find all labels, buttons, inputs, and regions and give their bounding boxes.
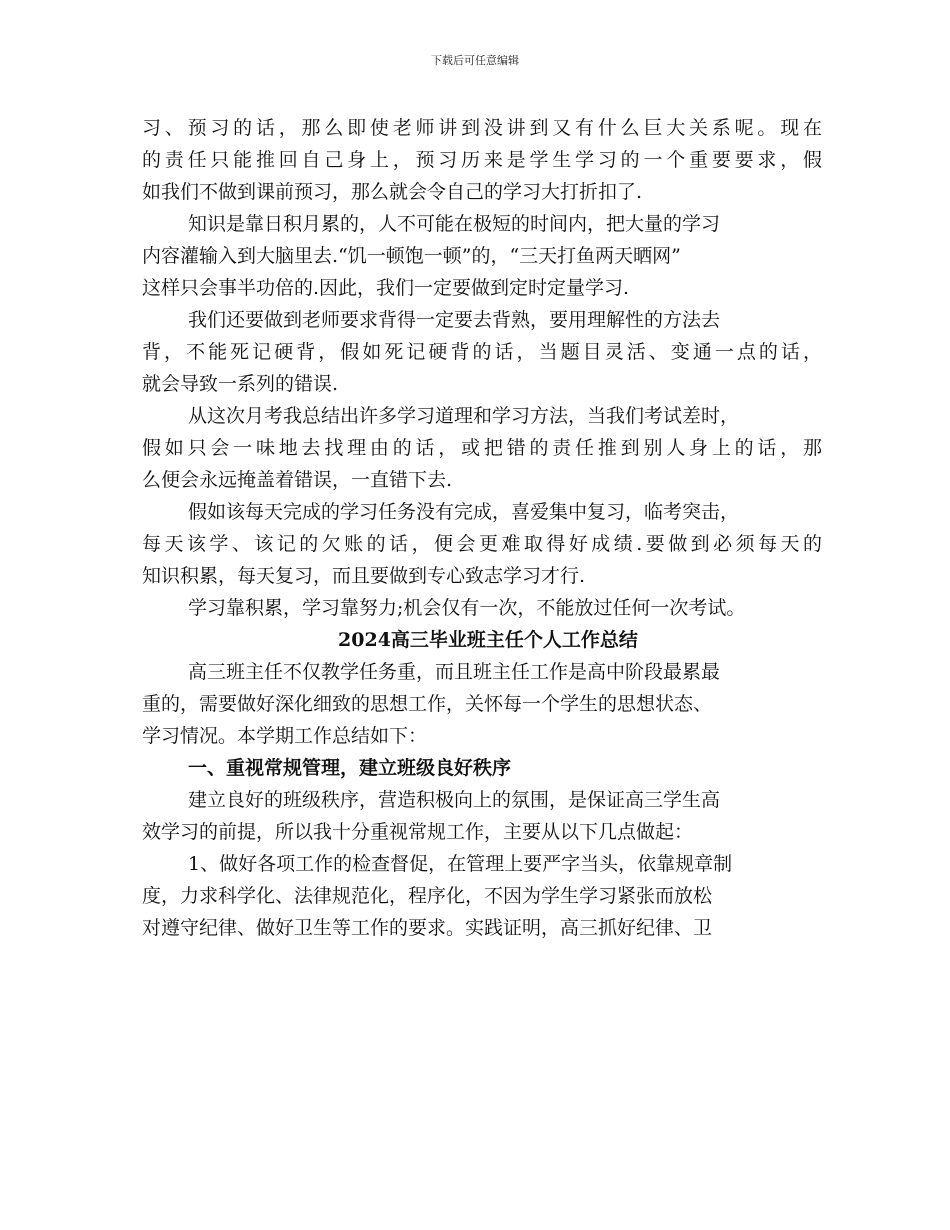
paragraph-line: 学习情况。本学期工作总结如下：	[142, 725, 428, 747]
paragraph-line: 习、预习的话，那么即使老师讲到没讲到又有什么巨大关系呢。现在	[142, 117, 822, 139]
paragraph-line: 背，不能死记硬背，假如死记硬背的话，当题目灵活、变通一点的话，	[142, 341, 822, 363]
paragraph-line: 建立良好的班级秩序，营造积极向上的氛围，是保证高三学生高	[188, 789, 721, 811]
paragraph-line: 么便会永远掩盖着错误，一直错下去.	[142, 469, 453, 491]
paragraph-line: 假如只会一味地去找理由的话，或把错的责任推到别人身上的话，那	[142, 437, 822, 459]
page-header-note: 下载后可任意编辑	[431, 54, 519, 67]
paragraph-line: 重的，需要做好深化细致的思想工作，关怀每一个学生的思想状态、	[142, 693, 713, 715]
paragraph-line: 如我们不做到课前预习，那么就会令自己的学习大打折扣了.	[142, 181, 643, 203]
section-title: 2024高三毕业班主任个人工作总结	[338, 629, 638, 651]
subsection-heading: 一、重视常规管理，建立班级良好秩序	[188, 757, 512, 779]
paragraph-line: 对遵守纪律、做好卫生等工作的要求。实践证明，高三抓好纪律、卫	[142, 917, 713, 939]
paragraph-line: 知识是靠日积月累的，人不可能在极短的时间内，把大量的学习	[188, 213, 721, 235]
paragraph-line: 效学习的前提，所以我十分重视常规工作，主要从以下几点做起：	[142, 821, 694, 843]
paragraph-line: 高三班主任不仅教学任务重，而且班主任工作是高中阶段最累最	[188, 661, 721, 683]
paragraph-line: 我们还要做到老师要求背得一定要去背熟，要用理解性的方法去	[188, 309, 721, 331]
paragraph-line: 1、做好各项工作的检查督促，在管理上要严字当头，依靠规章制	[188, 853, 733, 875]
paragraph-line: 内容灌输入到大脑里去.“饥一顿饱一顿”的，“三天打鱼两天晒网”	[142, 245, 681, 267]
paragraph-line: 的责任只能推回自己身上，预习历来是学生学习的一个重要要求，假	[142, 149, 822, 171]
paragraph-line: 学习靠积累，学习靠努力;机会仅有一次，不能放过任何一次考试。	[188, 597, 746, 619]
paragraph-line: 就会导致一系列的错误.	[142, 373, 339, 395]
paragraph-line: 假如该每天完成的学习任务没有完成，喜爱集中复习，临考突击，	[188, 501, 740, 523]
paragraph-line: 度，力求科学化、法律规范化，程序化，不因为学生学习紧张而放松	[142, 885, 713, 907]
paragraph-line: 这样只会事半功倍的.因此，我们一定要做到定时定量学习.	[142, 277, 630, 299]
paragraph-line: 知识积累，每天复习，而且要做到专心致志学习才行.	[142, 565, 586, 587]
document-body	[142, 112, 822, 944]
paragraph-line: 每天该学、该记的欠账的话，便会更难取得好成绩.要做到必须每天的	[142, 533, 822, 555]
paragraph-line: 从这次月考我总结出许多学习道理和学习方法，当我们考试差时，	[188, 405, 740, 427]
